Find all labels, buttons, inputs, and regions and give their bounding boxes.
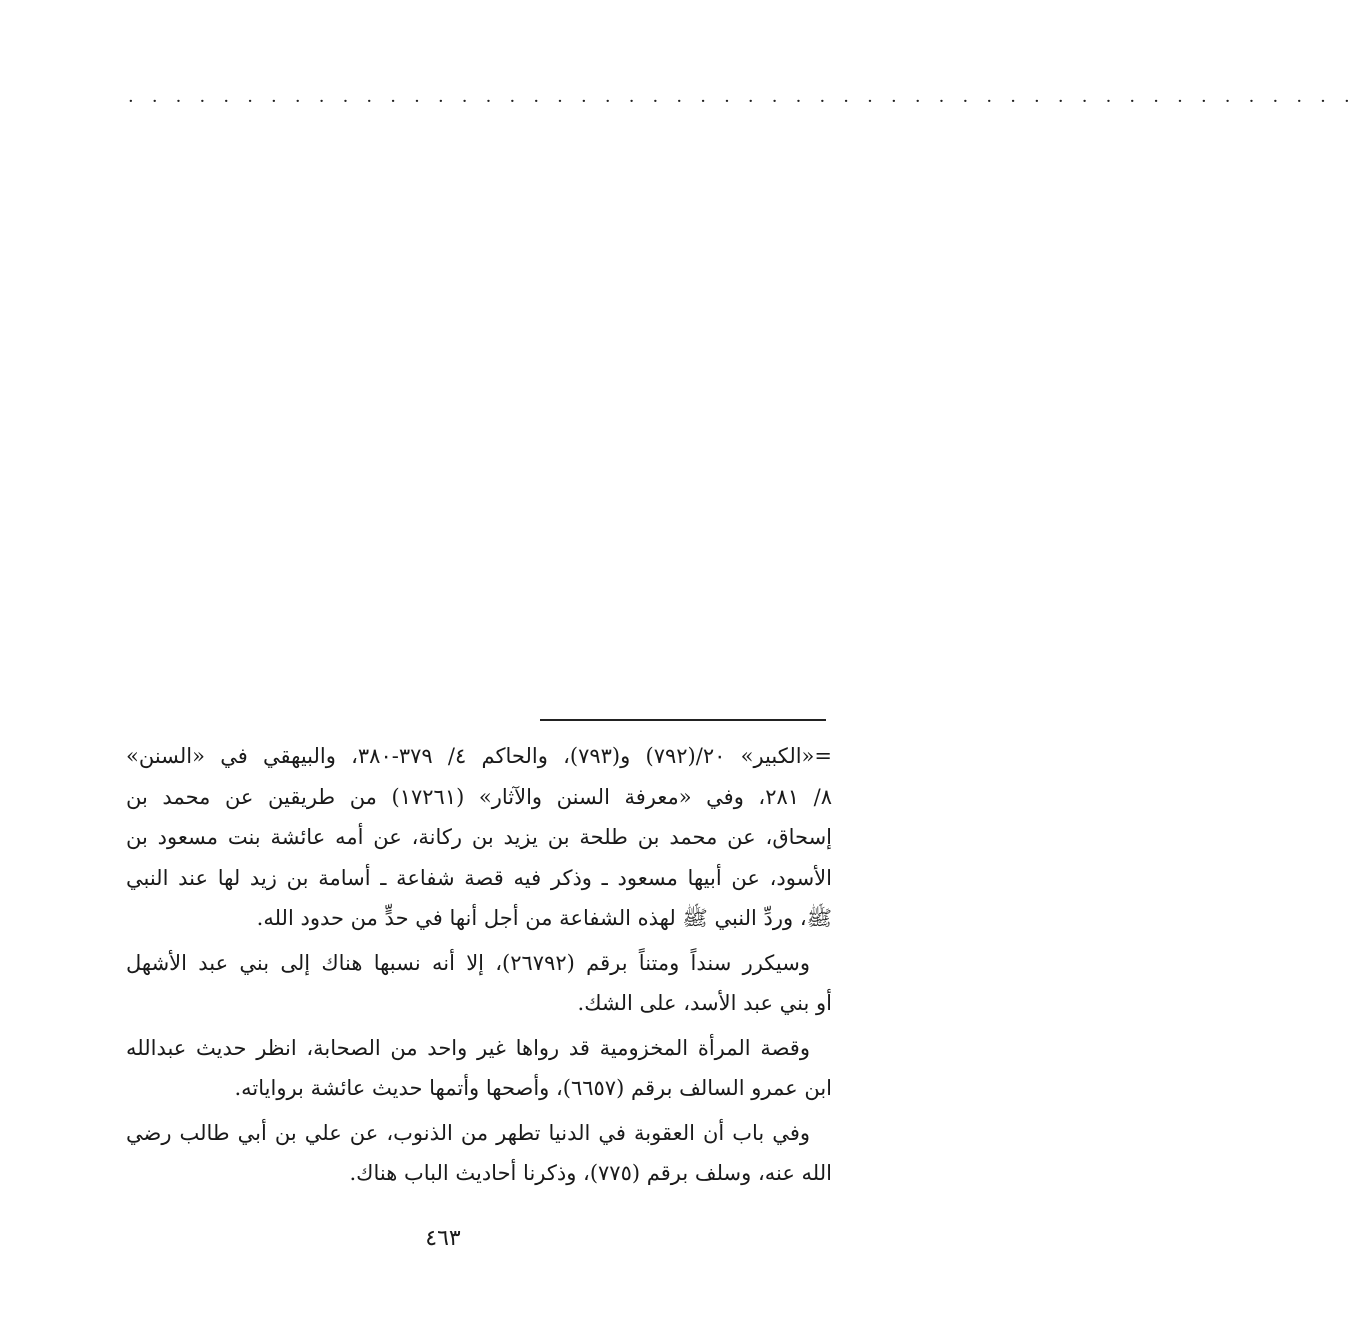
- footnote-line: إسحاق، عن محمد بن طلحة بن يزيد بن ركانة، عن أمه عائشة بنت مسعود بن: [126, 825, 832, 849]
- footnote-line: وفي باب أن العقوبة في الدنيا تطهر من الذنوب، عن علي بن أبي طالب رضي: [126, 1120, 810, 1145]
- page-number: ٤٦٣: [425, 1226, 461, 1251]
- footnote-line: أو بني عبد الأسد، على الشك.: [577, 991, 832, 1015]
- footnote-paragraph-3: [126, 1028, 832, 1109]
- footnote-paragraph-2: [126, 943, 832, 1024]
- footnote-line: الله عنه، وسلف برقم (٧٧٥)، وذكرنا أحاديث الباب هناك.: [349, 1161, 832, 1185]
- footnote-line: الأسود، عن أبيها مسعود ـ وذكر فيه قصة شفاعة ـ أسامة بن زيد لها عند النبي: [126, 865, 832, 890]
- footnote-line: ٨/ ٢٨١، وفي «معرفة السنن والآثار» (١٧٢٦١) من طريقين عن محمد بن: [126, 784, 832, 809]
- footnote-paragraph-4: [126, 1113, 832, 1194]
- footnote-line: ﷺ، وردِّ النبي ﷺ لهذه الشفاعة من أجل أنها في حدٍّ من حدود الله.: [256, 906, 832, 930]
- footnote-paragraph-1: [126, 736, 832, 939]
- footnotes-block: [126, 736, 832, 1198]
- footnote-line: وسيكرر سنداً ومتناً برقم (٢٦٧٩٢)، إلا أنه نسبها هناك إلى بني عبد الأشهل: [126, 950, 810, 975]
- footnote-line: =«الكبير» ٢٠/(٧٩٢) و(٧٩٣)، والحاكم ٤/ ٣٧٩-٣٨٠، والبيهقي في «السنن»: [126, 744, 833, 768]
- footnote-rule: [540, 719, 826, 721]
- top-dotted-separator: · · · · · · · · · · · · · · · · · · · · · · · · · · · · · · · · · · · · · · · · · · · · · · · · · · · ·: [128, 91, 1356, 112]
- footnote-line: ابن عمرو السالف برقم (٦٦٥٧)، وأصحها وأتمها حديث عائشة برواياته.: [234, 1076, 832, 1100]
- footnote-line: وقصة المرأة المخزومية قد رواها غير واحد من الصحابة، انظر حديث عبدالله: [126, 1035, 810, 1060]
